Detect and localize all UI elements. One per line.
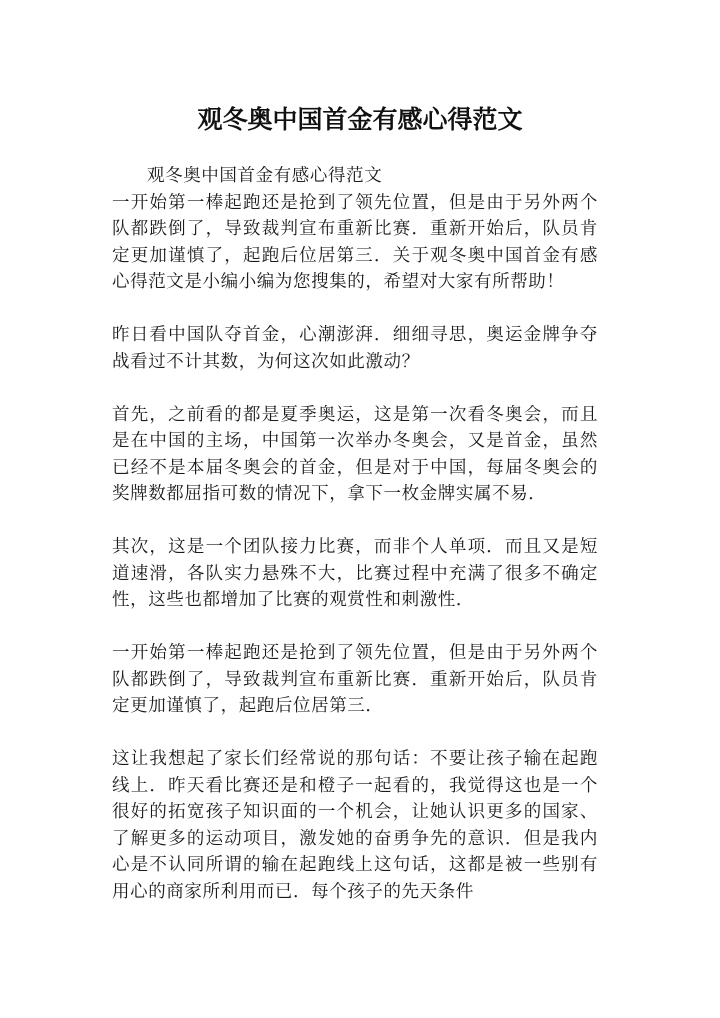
paragraph-4: 其次，这是一个团队接力比赛，而非个人单项．而且又是短道速滑，各队实力悬殊不大，比赛过程中充满了很多不确定性，这些也都增加了比赛的观赏性和刺激性． <box>112 537 598 610</box>
document-title: 观冬奥中国首金有感心得范文 <box>197 105 523 134</box>
paragraph-gap <box>112 720 598 747</box>
paragraph-gap <box>112 508 598 535</box>
paragraph-gap <box>112 296 598 323</box>
paragraph-2: 昨日看中国队夺首金，心潮澎湃．细细寻思，奥运金牌争夺战看过不计其数，为何这次如此激动？ <box>112 325 598 372</box>
paragraph-gap <box>112 375 598 402</box>
document-body <box>112 163 598 905</box>
paragraph-6: 这让我想起了家长们经常说的那句话：不要让孩子输在起跑线上．昨天看比赛还是和橙子一起看的，我觉得这也是一个很好的拓宽孩子知识面的一个机会，让她认识更多的国家、了解更多的运动项目，激发她的奋勇争先的意识．但是我内心是不认同所谓的输在起跑线上这句话，这都是被一些别有用心的商家所利用而已．每个孩子的先天条件 <box>112 749 598 902</box>
paragraph-3: 首先，之前看的都是夏季奥运，这是第一次看冬奥会，而且是在中国的主场，中国第一次举办冬奥会，又是首金，虽然已经不是本届冬奥会的首金，但是对于中国，每届冬奥会的奖牌数都屈指可数的情况下，拿下一枚金牌实属不易． <box>112 404 598 504</box>
paragraph-5: 一开始第一棒起跑还是抢到了领先位置，但是由于另外两个队都跌倒了，导致裁判宣布重新比赛．重新开始后，队员肯定更加谨慎了，起跑后位居第三． <box>112 643 598 716</box>
paragraph-gap <box>112 614 598 641</box>
paragraph-1: 一开始第一棒起跑还是抢到了领先位置，但是由于另外两个队都跌倒了，导致裁判宣布重新比赛．重新开始后，队员肯定更加谨慎了，起跑后位居第三．关于观冬奥中国首金有感心得范文是小编小编为您搜集的，希望对大家有所帮助！ <box>112 192 598 292</box>
document-subtitle: 观冬奥中国首金有感心得范文 <box>147 166 383 186</box>
